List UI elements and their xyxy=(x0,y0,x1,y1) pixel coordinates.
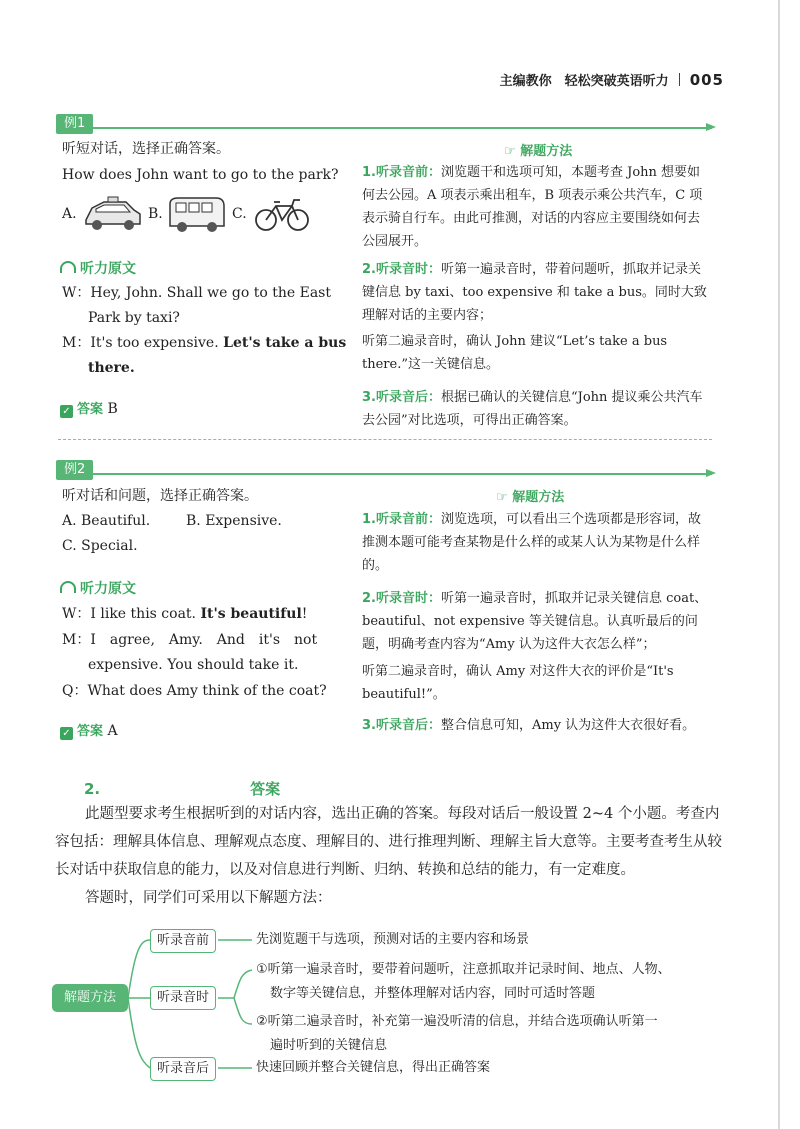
mindmap-desc-during-2b: 遍时听到的关键信息 xyxy=(270,1038,388,1053)
example1-arrow-icon xyxy=(706,123,716,131)
example2-method-heading: ☞ 解题方法 xyxy=(496,490,565,505)
mindmap-node-before: 听录音前 xyxy=(150,929,216,953)
option-c-label: C. xyxy=(232,206,247,222)
mindmap-desc-before: 先浏览题干与选项，预测对话的主要内容和场景 xyxy=(256,932,530,947)
ex2-step-3: 3.听录音后：整合信息可知，Amy 认为这件大衣很好看。 xyxy=(362,718,696,733)
ex2-line-m-cont: expensive. You should take it. xyxy=(88,657,299,673)
option-c: C. Special. xyxy=(62,538,138,554)
header-divider xyxy=(679,73,680,86)
book-title: 主编教你 轻松突破英语听力 xyxy=(499,74,669,89)
example1-transcript-heading: 听力原文 xyxy=(60,258,136,278)
example2-instruction: 听对话和问题，选择正确答案。 xyxy=(62,488,258,504)
option-a: A. Beautiful. xyxy=(62,513,151,529)
bus-icon xyxy=(166,194,228,234)
mindmap-node-during: 听录音时 xyxy=(150,986,216,1010)
example2-rule xyxy=(58,473,712,475)
section2-intro: 答题时，同学们可采用以下解题方法： xyxy=(85,890,332,906)
section-divider xyxy=(58,439,712,440)
option-b-label: B. xyxy=(148,206,163,222)
check-icon: ✓ xyxy=(60,405,73,418)
example1-rule xyxy=(58,127,712,129)
mindmap-desc-during-1a: ①听第一遍录音时，要带着问题听，注意抓取并记录时间、地点、人物、 xyxy=(256,962,671,977)
ex1-line-w-cont: Park by taxi? xyxy=(88,310,180,326)
ex1-step-2: 2.听录音时：听第一遍录音时，带着问题听，抓取并记录关键信息 by taxi、too expensive 和 take a bus。同时大致理解对话的主要内容； xyxy=(362,262,707,323)
option-a-label: A. xyxy=(62,206,77,222)
ex1-step-3: 3.听录音后：根据已确认的关键信息“John 提议乘公共汽车去公园”对比选项，可得出正确答案。 xyxy=(362,390,703,428)
mindmap-desc-after: 快速回顾并整合关键信息，得出正确答案 xyxy=(256,1060,491,1075)
ex1-line-w: W：Hey, John. Shall we go to the East xyxy=(62,285,331,301)
taxi-icon xyxy=(82,194,144,234)
ex1-line-m: M：It's too expensive. Let's take a bus xyxy=(62,335,347,351)
bicycle-icon xyxy=(254,196,310,232)
mindmap-node-after: 听录音后 xyxy=(150,1057,216,1081)
ex2-line-q: Q：What does Amy think of the coat? xyxy=(62,683,327,699)
check-icon: ✓ xyxy=(60,727,73,740)
ex1-line-m-cont: there. xyxy=(88,360,135,376)
section2-title: 2. 答案 xyxy=(84,780,281,798)
page-number: 005 xyxy=(689,71,724,89)
example2-arrow-icon xyxy=(706,469,716,477)
example2-transcript-heading: 听力原文 xyxy=(60,578,136,598)
mindmap-desc-during-1b: 数字等关键信息，并整体理解对话内容，同时可适时答题 xyxy=(270,986,596,1001)
ex2-line-m: M：I agree, Amy. And it's not xyxy=(62,632,318,648)
example1-method-heading: ☞ 解题方法 xyxy=(504,144,573,159)
mindmap-desc-during-2a: ②听第二遍录音时，补充第一遍没听清的信息，并结合选项确认听第一 xyxy=(256,1014,658,1029)
example2-tag: 例2 xyxy=(56,460,93,480)
mindmap-root: 解题方法 xyxy=(52,984,128,1012)
section2-paragraph: 此题型要求考生根据听到的对话内容，选出正确的答案。每段对话后一般设置 2~4 个小题。考查内容包括：理解具体信息、理解观点态度、理解目的、进行推理判断、理解主旨大意等。主要考查考生从较长对话中获取信息的能力，以及对信息进行判断、归纳、转换和总结的能力，有一定难度。 xyxy=(55,806,722,878)
headphones-icon xyxy=(60,581,76,593)
ex2-step-1: 1.听录音前：浏览选项，可以看出三个选项都是形容词，故推测本题可能考查某物是什么样的或某人认为某物是什么样的。 xyxy=(362,512,701,573)
running-header xyxy=(0,70,724,89)
example2-answer: ✓ 答案 A xyxy=(60,719,118,744)
ex1-step-2b: 听第二遍录音时，确认 John 建议“Let’s take a bus there.”这一关键信息。 xyxy=(362,334,668,372)
ex2-step-2b: 听第二遍录音时，确认 Amy 对这件大衣的评价是“It's beautiful!”。 xyxy=(362,664,674,702)
headphones-icon xyxy=(60,261,76,273)
ex1-step-1: 1.听录音前：浏览题干和选项可知，本题考查 John 想要如何去公园。A 项表示乘出租车，B 项表示乘公共汽车，C 项表示骑自行车。由此可推测，对话的内容应主要围绕如何去公园展开。 xyxy=(362,165,703,249)
ex2-line-w: W：I like this coat. It's beautiful! xyxy=(62,606,308,622)
example1-instruction: 听短对话，选择正确答案。 xyxy=(62,141,230,157)
ex2-step-2: 2.听录音时：听第一遍录音时，抓取并记录关键信息 coat、beautiful、not expensive 等关键信息。认真听最后的问题，明确考查内容为“Amy 认为这件大衣怎么样”； xyxy=(362,591,708,652)
option-b: B. Expensive. xyxy=(186,513,282,529)
example1-question: How does John want to go to the park? xyxy=(62,167,339,183)
example1-tag: 例1 xyxy=(56,114,93,134)
example1-answer: ✓ 答案 B xyxy=(60,397,118,422)
